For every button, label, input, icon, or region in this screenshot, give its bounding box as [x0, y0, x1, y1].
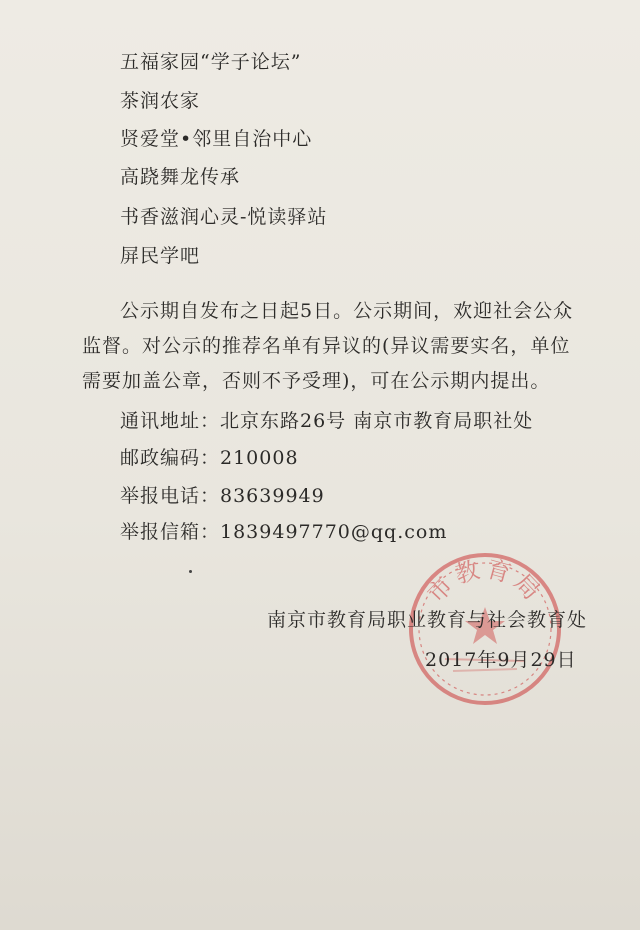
project-item: 五福家园“学子论坛”: [120, 51, 302, 73]
notice-paragraph: 公示期自发布之日起5日。公示期间，欢迎社会公众监督。对公示的推荐名单有异议的(异议需要实名，单位需要加盖公章，否则不予受理)，可在公示期内提出。: [82, 300, 574, 392]
seal-text: 市教育局: [421, 554, 549, 609]
project-item: 贤爱堂•邻里自治中心: [120, 128, 313, 150]
contact-phone: 举报电话：83639949: [120, 485, 325, 507]
signature-organization: 南京市教育局职业教育与社会教育处: [267, 609, 588, 631]
project-item: 屏民学吧: [120, 245, 201, 267]
contact-postcode: 邮政编码：210008: [120, 447, 299, 469]
project-item: 茶润农家: [120, 90, 201, 112]
contact-email: 举报信箱：1839497770@qq.com: [120, 521, 448, 543]
project-item: 书香滋润心灵-悦读驿站: [120, 206, 328, 228]
project-item: 高跷舞龙传承: [120, 166, 241, 188]
contact-address: 通讯地址：北京东路26号 南京市教育局职社处: [120, 410, 534, 432]
signature-date: 2017年9月29日: [425, 649, 577, 671]
ink-dot: [189, 570, 192, 573]
